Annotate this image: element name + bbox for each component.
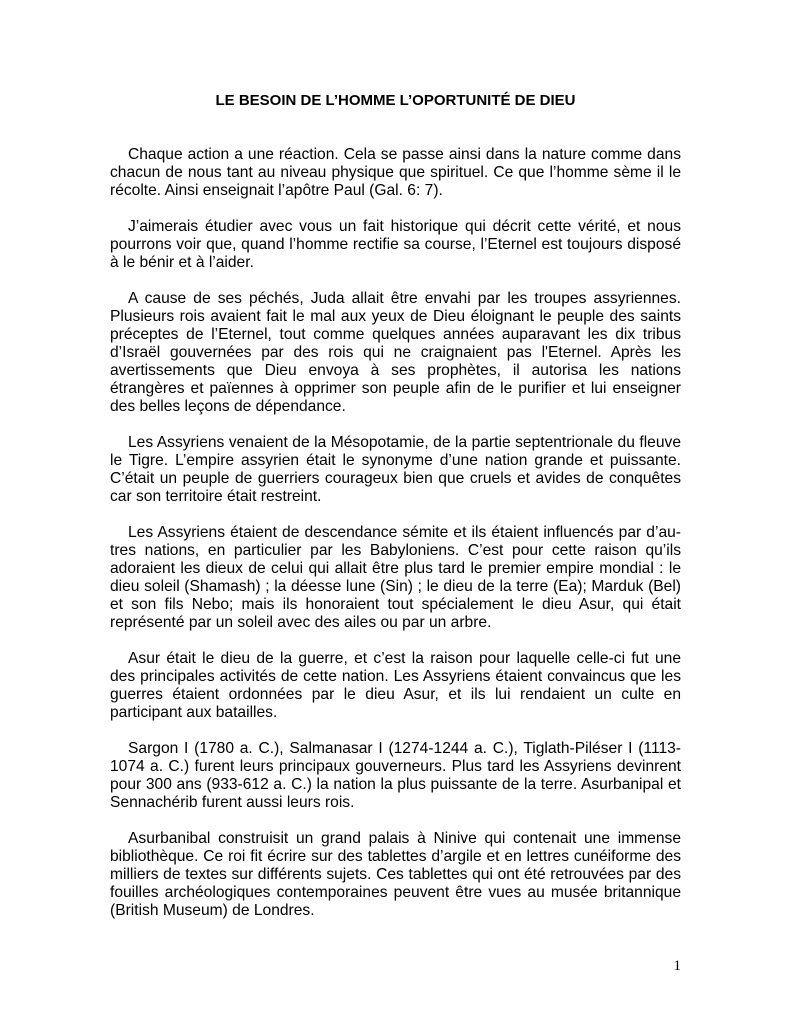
document-title: LE BESOIN DE L’HOMME L’OPORTUNITÉ DE DIEU — [215, 92, 576, 109]
paragraph: Sargon I (1780 a. C.), Salmanasar I (1274-1244 a. C.), Tiglath-Piléser I (1113-1074 a. C.) furent leurs principaux gouverneurs. Plus tard les Assyriens devinrent pour 300 ans (933-612 a. C.) la nation la plus puissante de la terre. Asurbanipal et Sennachérib furent aussi leurs rois. — [110, 740, 681, 811]
paragraph: Chaque action a une réaction. Cela se passe ainsi dans la nature comme dans chacun de nous tant au niveau physique que spirituel. Ce que l’homme sème il le récolte. Ainsi enseignait l’apôtre Paul (Gal. 6: 7). — [110, 146, 681, 199]
document-body — [110, 146, 681, 938]
paragraph: A cause de ses péchés, Juda allait être envahi par les troupes assyriennes. Plusieurs rois avaient fait le mal aux yeux de Dieu éloignant le peuple des saints préceptes de l’Eternel, tout comme quelques années auparavant les dix tribus d’Israël gouvernées par des rois qui ne craignaient pas l'Eternel. Après les avertissements que Dieu envoya à ses prophètes, il autorisa les nations étrangères et païennes à opprimer son peuple afin de le purifier et lui enseigner des belles leçons de dépendance. — [110, 290, 681, 415]
paragraph: Les Assyriens étaient de descendance sémite et ils étaient influencés par d’autres nations, en particulier par les Babyloniens. C’est pour cette raison qu’ils adoraient les dieux de celui qui allait être plus tard le premier empire mondial : le dieu soleil (Shamash) ; la déesse lune (Sin) ; le dieu de la terre (Ea); Marduk (Bel) et son fils Nebo; mais ils honoraient tout spécialement le dieu Asur, qui était représenté par un soleil avec des ailes ou par un arbre. — [110, 524, 681, 631]
paragraph: Asurbanibal construisit un grand palais à Ninive qui contenait une immense bibliothèque. Ce roi fit écrire sur des tablettes d’argile et en lettres cunéiforme des milliers de textes sur différents sujets. Ces tablettes qui ont été retrouvées par des fouilles archéologiques contemporaines peuvent être vues au musée britannique (British Museum) de Londres. — [110, 830, 681, 919]
paragraph: J’aimerais étudier avec vous un fait historique qui décrit cette vérité, et nous pourrons voir que, quand l’homme rectifie sa course, l’Eternel est toujours disposé à le bénir et à l’aider. — [110, 218, 681, 271]
paragraph: Asur était le dieu de la guerre, et c’est la raison pour laquelle celle-ci fut une des principales activités de cette nation. Les Assyriens étaient convaincus que les guerres étaient ordonnées par le dieu Asur, et ils lui rendaient un culte en participant aux batailles. — [110, 650, 681, 721]
paragraph: Les Assyriens venaient de la Mésopotamie, de la partie septentrionale du fleuve le Tigre. L’empire assyrien était le synonyme d’une nation grande et puissante. C’était un peuple de guerriers courageux bien que cruels et avides de conquêtes car son territoire était restreint. — [110, 434, 681, 505]
page-number: 1 — [673, 958, 681, 974]
